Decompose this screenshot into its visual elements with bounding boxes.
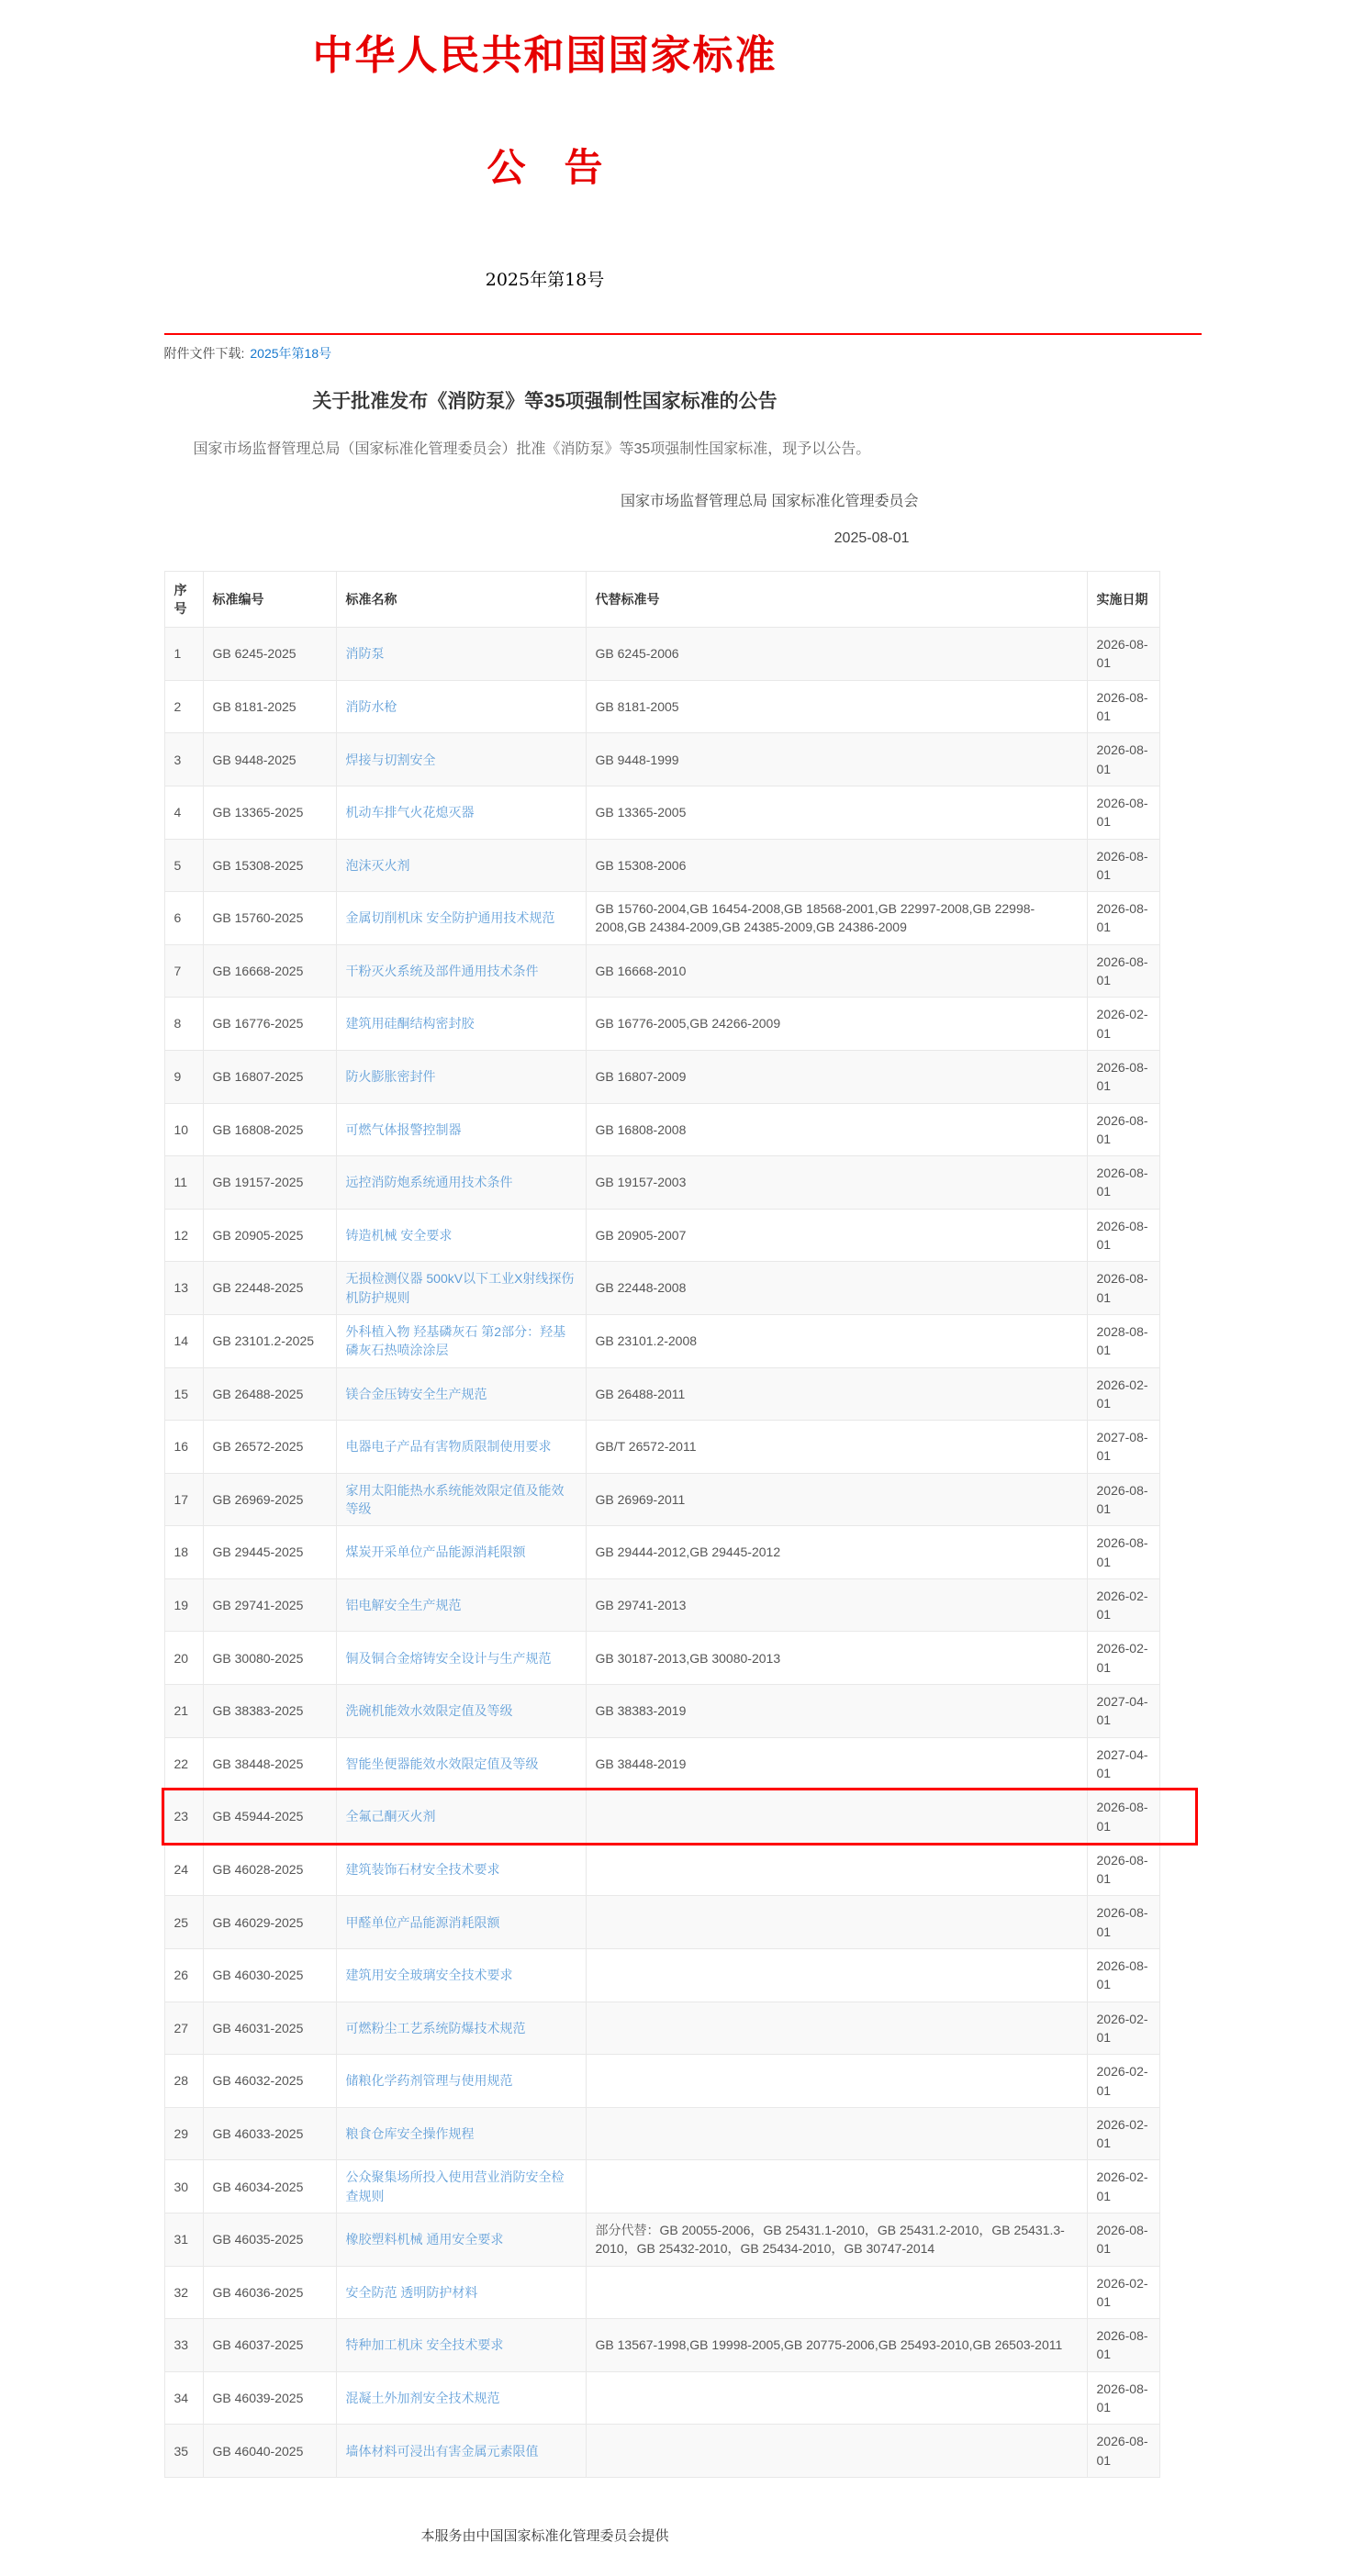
implementation-date-cell: 2028-08-01: [1087, 1314, 1159, 1367]
notice-body: 国家市场监督管理总局（国家标准化管理委员会）批准《消防泵》等35项强制性国家标准，现予以公告。: [193, 441, 871, 457]
standard-name-cell: [336, 944, 586, 998]
implementation-date-cell: 2027-04-01: [1087, 1685, 1159, 1738]
implementation-date-cell: 2027-08-01: [1087, 1421, 1159, 1474]
replaced-standards-cell: 部分代替：GB 20055-2006，GB 25431.1-2010，GB 25431.2-2010，GB 25431.3-2010，GB 25432-2010，GB 25434-2010，GB 30747-2014: [586, 2214, 1087, 2267]
standard-name-cell: [336, 839, 586, 892]
standard-code-cell: GB 22448-2025: [203, 1262, 336, 1315]
standard-name-cell: [336, 733, 586, 786]
replaced-standards-cell: GB 22448-2008: [586, 1262, 1087, 1315]
table-row: [164, 1685, 1159, 1738]
standard-name-cell: [336, 1367, 586, 1421]
replaced-standards-cell: GB 16776-2005,GB 24266-2009: [586, 998, 1087, 1051]
standard-code-cell: GB 46033-2025: [203, 2107, 336, 2160]
seq-cell: 31: [164, 2214, 203, 2267]
page-content: [164, 0, 1202, 2545]
implementation-date-cell: 2026-02-01: [1087, 2160, 1159, 2214]
implementation-date-cell: 2026-08-01: [1087, 1156, 1159, 1210]
implementation-date-cell: 2026-08-01: [1087, 1103, 1159, 1156]
replaced-standards-cell: [586, 2425, 1087, 2478]
seq-cell: 6: [164, 892, 203, 945]
attachment-label: 附件文件下载:: [163, 346, 245, 361]
seq-cell: 29: [164, 2107, 203, 2160]
standard-name-link[interactable]: 镁合金压铸安全生产规范: [345, 1386, 487, 1401]
standard-name-link[interactable]: 消防泵: [345, 646, 385, 662]
implementation-date-cell: 2026-08-01: [1087, 1050, 1159, 1103]
standard-code-cell: GB 26572-2025: [203, 1421, 336, 1474]
standard-name-link[interactable]: 铝电解安全生产规范: [345, 1598, 462, 1613]
attachment-line: [164, 344, 1202, 362]
standard-name-cell: [336, 1685, 586, 1738]
implementation-date-cell: 2026-08-01: [1087, 680, 1159, 733]
standard-name-cell: [336, 1103, 586, 1156]
implementation-date-cell: 2026-08-01: [1087, 1209, 1159, 1262]
notice-heading: 关于批准发布《消防泵》等35项强制性国家标准的公告: [312, 391, 778, 412]
seq-cell: 22: [164, 1737, 203, 1790]
standard-code-cell: GB 46034-2025: [203, 2160, 336, 2214]
seq-cell: 23: [164, 1790, 203, 1844]
seq-cell: 1: [164, 628, 203, 681]
seq-cell: 30: [164, 2160, 203, 2214]
seq-cell: 4: [164, 786, 203, 839]
table-row: [164, 1896, 1159, 1949]
table-row: [164, 2107, 1159, 2160]
publish-date: 2025-08-01: [834, 530, 910, 546]
seq-cell: 5: [164, 839, 203, 892]
table-row: [164, 2160, 1159, 2214]
replaced-standards-cell: [586, 2371, 1087, 2425]
seq-cell: 35: [164, 2425, 203, 2478]
table-header-row: [164, 571, 1159, 628]
table-row: [164, 839, 1159, 892]
standard-code-cell: GB 15760-2025: [203, 892, 336, 945]
table-row: [164, 1050, 1159, 1103]
table-row: [164, 786, 1159, 839]
standard-code-cell: GB 38383-2025: [203, 1685, 336, 1738]
standard-code-cell: GB 46039-2025: [203, 2371, 336, 2425]
table-row: [164, 2425, 1159, 2478]
implementation-date-cell: 2026-08-01: [1087, 1262, 1159, 1315]
replaced-standards-cell: GB 38448-2019: [586, 1737, 1087, 1790]
standard-name-cell: [336, 680, 586, 733]
implementation-date-cell: 2026-08-01: [1087, 839, 1159, 892]
standard-code-cell: GB 46030-2025: [203, 1949, 336, 2002]
standard-name-cell: [336, 892, 586, 945]
seq-cell: 9: [164, 1050, 203, 1103]
table-row: [164, 1367, 1159, 1421]
standard-code-cell: GB 46028-2025: [203, 1843, 336, 1896]
standard-code-cell: GB 26969-2025: [203, 1473, 336, 1526]
seq-cell: 16: [164, 1421, 203, 1474]
seq-cell: 8: [164, 998, 203, 1051]
standard-name-link[interactable]: 墙体材料可浸出有害金属元素限值: [345, 2443, 539, 2459]
standard-name-link[interactable]: 焊接与切割安全: [345, 752, 436, 767]
replaced-standards-cell: GB 38383-2019: [586, 1685, 1087, 1738]
standard-name-cell: [336, 2107, 586, 2160]
replaced-standards-cell: GB 16808-2008: [586, 1103, 1087, 1156]
replaced-standards-cell: GB 29741-2013: [586, 1578, 1087, 1632]
standard-name-cell: [336, 2002, 586, 2055]
seq-cell: 21: [164, 1685, 203, 1738]
standard-code-cell: GB 46032-2025: [203, 2055, 336, 2108]
table-row: [164, 2002, 1159, 2055]
standard-name-cell: [336, 2425, 586, 2478]
standard-name-cell: [336, 1262, 586, 1315]
replaced-standards-cell: GB 9448-1999: [586, 733, 1087, 786]
seq-cell: 13: [164, 1262, 203, 1315]
standard-code-cell: GB 29445-2025: [203, 1526, 336, 1579]
standard-name-link[interactable]: 外科植入物 羟基磷灰石 第2部分：羟基磷灰石热喷涂涂层: [345, 1323, 566, 1358]
standard-name-link[interactable]: 甲醛单位产品能源消耗限额: [345, 1914, 500, 1930]
footer-note: 本服务由中国国家标准化管理委员会提供: [420, 2527, 669, 2544]
standard-name-link[interactable]: 特种加工机床 安全技术要求: [345, 2337, 504, 2353]
announcement-article: [164, 22, 926, 291]
seq-cell: 14: [164, 1314, 203, 1367]
col-header-replaces: 代替标准号: [586, 571, 1087, 628]
standard-name-link[interactable]: 煤炭开采单位产品能源消耗限额: [345, 1544, 526, 1560]
standard-code-cell: GB 29741-2025: [203, 1578, 336, 1632]
standard-code-cell: GB 46037-2025: [203, 2319, 336, 2372]
seq-cell: 20: [164, 1632, 203, 1685]
standard-code-cell: GB 16807-2025: [203, 1050, 336, 1103]
replaced-standards-cell: [586, 1843, 1087, 1896]
standard-name-cell: [336, 1473, 586, 1526]
replaced-standards-cell: GB 26969-2011: [586, 1473, 1087, 1526]
table-row: [164, 2266, 1159, 2319]
seq-cell: 17: [164, 1473, 203, 1526]
seq-cell: 10: [164, 1103, 203, 1156]
implementation-date-cell: 2026-02-01: [1087, 1367, 1159, 1421]
table-row: [164, 1843, 1159, 1896]
implementation-date-cell: 2026-08-01: [1087, 892, 1159, 945]
standard-code-cell: GB 46036-2025: [203, 2266, 336, 2319]
standards-table: [164, 571, 1160, 2478]
replaced-standards-cell: GB 20905-2007: [586, 1209, 1087, 1262]
standard-code-cell: GB 46035-2025: [203, 2214, 336, 2267]
replaced-standards-cell: GB 19157-2003: [586, 1156, 1087, 1210]
standard-code-cell: GB 16776-2025: [203, 998, 336, 1051]
standard-code-cell: GB 26488-2025: [203, 1367, 336, 1421]
standard-name-link[interactable]: 防火膨胀密封件: [345, 1069, 436, 1085]
replaced-standards-cell: GB 15308-2006: [586, 839, 1087, 892]
replaced-standards-cell: GB 8181-2005: [586, 680, 1087, 733]
replaced-standards-cell: [586, 2160, 1087, 2214]
standard-code-cell: GB 13365-2025: [203, 786, 336, 839]
standard-name-link[interactable]: 铸造机械 安全要求: [345, 1227, 453, 1243]
seq-cell: 25: [164, 1896, 203, 1949]
col-header-code: 标准编号: [203, 571, 336, 628]
table-row: [164, 1209, 1159, 1262]
standard-name-cell: [336, 2266, 586, 2319]
standard-name-link[interactable]: 智能坐便器能效水效限定值及等级: [345, 1756, 539, 1771]
table-row: [164, 1421, 1159, 1474]
standard-name-cell: [336, 786, 586, 839]
table-row: [164, 2055, 1159, 2108]
implementation-date-cell: 2026-08-01: [1087, 2371, 1159, 2425]
standard-name-link[interactable]: 公众聚集场所投入使用营业消防安全检查规则: [345, 2169, 565, 2203]
standard-name-cell: [336, 628, 586, 681]
table-row: [164, 2319, 1159, 2372]
replaced-standards-cell: GB 26488-2011: [586, 1367, 1087, 1421]
implementation-date-cell: 2026-02-01: [1087, 2002, 1159, 2055]
standard-name-cell: [336, 2371, 586, 2425]
table-row: [164, 1737, 1159, 1790]
standard-name-cell: [336, 1843, 586, 1896]
seq-cell: 3: [164, 733, 203, 786]
implementation-date-cell: 2026-08-01: [1087, 1790, 1159, 1844]
standard-name-cell: [336, 1050, 586, 1103]
standard-name-link[interactable]: 电器电子产品有害物质限制使用要求: [345, 1439, 552, 1455]
standard-name-link[interactable]: 橡胶塑料机械 通用安全要求: [345, 2232, 504, 2247]
issue-number: 2025年第18号: [485, 270, 605, 290]
replaced-standards-cell: [586, 2002, 1087, 2055]
standard-name-link[interactable]: 混凝土外加剂安全技术规范: [345, 2390, 500, 2405]
standard-name-link[interactable]: 储粮化学药剂管理与使用规范: [345, 2073, 513, 2089]
standard-name-link[interactable]: 安全防范 透明防护材料: [345, 2284, 478, 2300]
implementation-date-cell: 2026-08-01: [1087, 786, 1159, 839]
table-row: [164, 892, 1159, 945]
attachment-download-link[interactable]: 2025年第18号: [250, 346, 332, 361]
standards-table-wrap: [164, 571, 1159, 2478]
standard-name-cell: [336, 1209, 586, 1262]
seq-cell: 32: [164, 2266, 203, 2319]
replaced-standards-cell: [586, 1949, 1087, 2002]
seq-cell: 19: [164, 1578, 203, 1632]
table-row: [164, 1949, 1159, 2002]
seq-cell: 7: [164, 944, 203, 998]
standard-code-cell: GB 16808-2025: [203, 1103, 336, 1156]
standard-code-cell: GB 19157-2025: [203, 1156, 336, 1210]
table-row: [164, 733, 1159, 786]
replaced-standards-cell: GB 29444-2012,GB 29445-2012: [586, 1526, 1087, 1579]
implementation-date-cell: 2026-02-01: [1087, 1578, 1159, 1632]
table-row: [164, 1314, 1159, 1367]
standard-name-cell: [336, 1314, 586, 1367]
page-title: 中华人民共和国国家标准: [312, 32, 778, 79]
announcement-body-area: [164, 386, 926, 547]
implementation-date-cell: 2026-08-01: [1087, 2425, 1159, 2478]
replaced-standards-cell: [586, 2107, 1087, 2160]
red-divider: [164, 333, 1202, 335]
standard-name-cell: [336, 2319, 586, 2372]
standard-name-link[interactable]: 无损检测仪器 500kV以下工业X射线探伤机防护规则: [345, 1271, 575, 1305]
standard-name-link[interactable]: 干粉灭火系统及部件通用技术条件: [345, 963, 539, 978]
standard-name-cell: [336, 1156, 586, 1210]
seq-cell: 26: [164, 1949, 203, 2002]
table-row: [164, 944, 1159, 998]
standard-code-cell: GB 23101.2-2025: [203, 1314, 336, 1367]
standard-name-link[interactable]: 金属切削机床 安全防护通用技术规范: [345, 910, 555, 926]
table-row: [164, 2214, 1159, 2267]
issuing-authority: 国家市场监督管理总局 国家标准化管理委员会: [621, 493, 919, 509]
replaced-standards-cell: GB 23101.2-2008: [586, 1314, 1087, 1367]
standard-name-link[interactable]: 可燃粉尘工艺系统防爆技术规范: [345, 2020, 526, 2035]
standard-name-cell: [336, 2160, 586, 2214]
implementation-date-cell: 2026-08-01: [1087, 1843, 1159, 1896]
col-header-seq: 序号: [164, 571, 203, 628]
table-row: [164, 1632, 1159, 1685]
seq-cell: 2: [164, 680, 203, 733]
table-row: [164, 1578, 1159, 1632]
implementation-date-cell: 2026-02-01: [1087, 998, 1159, 1051]
replaced-standards-cell: [586, 1896, 1087, 1949]
standard-code-cell: GB 9448-2025: [203, 733, 336, 786]
seq-cell: 33: [164, 2319, 203, 2372]
table-row: [164, 1103, 1159, 1156]
standard-code-cell: GB 15308-2025: [203, 839, 336, 892]
replaced-standards-cell: GB 16807-2009: [586, 1050, 1087, 1103]
replaced-standards-cell: GB 16668-2010: [586, 944, 1087, 998]
replaced-standards-cell: [586, 2055, 1087, 2108]
standard-name-cell: [336, 1578, 586, 1632]
implementation-date-cell: 2026-08-01: [1087, 944, 1159, 998]
table-row: [164, 628, 1159, 681]
implementation-date-cell: 2026-08-01: [1087, 2214, 1159, 2267]
seq-cell: 34: [164, 2371, 203, 2425]
standard-name-link[interactable]: 机动车排气火花熄灭器: [345, 805, 475, 820]
replaced-standards-cell: GB/T 26572-2011: [586, 1421, 1087, 1474]
standard-name-cell: [336, 1790, 586, 1844]
seq-cell: 24: [164, 1843, 203, 1896]
table-row: [164, 1262, 1159, 1315]
seq-cell: 12: [164, 1209, 203, 1262]
implementation-date-cell: 2026-08-01: [1087, 733, 1159, 786]
standard-name-link[interactable]: 可燃气体报警控制器: [345, 1121, 462, 1137]
standard-name-cell: [336, 998, 586, 1051]
standard-name-link[interactable]: 消防水枪: [345, 698, 397, 714]
table-row: [164, 1156, 1159, 1210]
standard-name-link[interactable]: 铜及铜合金熔铸安全设计与生产规范: [345, 1650, 552, 1666]
standard-code-cell: GB 8181-2025: [203, 680, 336, 733]
col-header-date: 实施日期: [1087, 571, 1159, 628]
standard-code-cell: GB 46040-2025: [203, 2425, 336, 2478]
col-header-name: 标准名称: [336, 571, 586, 628]
standard-name-cell: [336, 1632, 586, 1685]
implementation-date-cell: 2026-08-01: [1087, 1949, 1159, 2002]
standard-name-link[interactable]: 建筑用硅酮结构密封胶: [345, 1016, 475, 1032]
replaced-standards-cell: GB 30187-2013,GB 30080-2013: [586, 1632, 1087, 1685]
standard-code-cell: GB 20905-2025: [203, 1209, 336, 1262]
standard-code-cell: GB 46029-2025: [203, 1896, 336, 1949]
seq-cell: 27: [164, 2002, 203, 2055]
implementation-date-cell: 2026-08-01: [1087, 1896, 1159, 1949]
standard-code-cell: GB 45944-2025: [203, 1790, 336, 1844]
implementation-date-cell: 2026-02-01: [1087, 2107, 1159, 2160]
standard-code-cell: GB 30080-2025: [203, 1632, 336, 1685]
implementation-date-cell: 2026-02-01: [1087, 1632, 1159, 1685]
standard-name-cell: [336, 2055, 586, 2108]
standard-name-link[interactable]: 建筑用安全玻璃安全技术要求: [345, 1968, 513, 1983]
implementation-date-cell: 2027-04-01: [1087, 1737, 1159, 1790]
standard-name-cell: [336, 1526, 586, 1579]
table-row: [164, 1790, 1159, 1844]
standard-code-cell: GB 46031-2025: [203, 2002, 336, 2055]
table-row: [164, 680, 1159, 733]
standard-name-cell: [336, 2214, 586, 2267]
standard-name-cell: [336, 1737, 586, 1790]
replaced-standards-cell: GB 6245-2006: [586, 628, 1087, 681]
table-row: [164, 2371, 1159, 2425]
standard-name-link[interactable]: 洗碗机能效水效限定值及等级: [345, 1703, 513, 1719]
standard-name-link[interactable]: 远控消防炮系统通用技术条件: [345, 1175, 513, 1190]
replaced-standards-cell: GB 15760-2004,GB 16454-2008,GB 18568-2001,GB 22997-2008,GB 22998-2008,GB 24384-2009,GB 24385-2009,GB 24386-2009: [586, 892, 1087, 945]
standard-name-link[interactable]: 粮食仓库安全操作规程: [345, 2125, 475, 2141]
standard-name-cell: [336, 1421, 586, 1474]
replaced-standards-cell: [586, 2266, 1087, 2319]
standard-code-cell: GB 38448-2025: [203, 1737, 336, 1790]
implementation-date-cell: 2026-02-01: [1087, 2055, 1159, 2108]
replaced-standards-cell: GB 13567-1998,GB 19998-2005,GB 20775-2006,GB 25493-2010,GB 26503-2011: [586, 2319, 1087, 2372]
seq-cell: 11: [164, 1156, 203, 1210]
standard-name-link[interactable]: 建筑装饰石材安全技术要求: [345, 1861, 500, 1877]
standard-name-cell: [336, 1949, 586, 2002]
page-subtitle: 公 告: [487, 145, 603, 190]
implementation-date-cell: 2026-08-01: [1087, 1473, 1159, 1526]
standard-name-link[interactable]: 泡沫灭火剂: [345, 857, 410, 873]
standard-name-link[interactable]: 全氟己酮灭火剂: [345, 1809, 436, 1824]
seq-cell: 15: [164, 1367, 203, 1421]
table-row: [164, 1526, 1159, 1579]
replaced-standards-cell: GB 13365-2005: [586, 786, 1087, 839]
implementation-date-cell: 2026-08-01: [1087, 628, 1159, 681]
replaced-standards-cell: [586, 1790, 1087, 1844]
table-row: [164, 1473, 1159, 1526]
seq-cell: 18: [164, 1526, 203, 1579]
seq-cell: 28: [164, 2055, 203, 2108]
implementation-date-cell: 2026-08-01: [1087, 1526, 1159, 1579]
implementation-date-cell: 2026-02-01: [1087, 2266, 1159, 2319]
standard-name-cell: [336, 1896, 586, 1949]
table-row: [164, 998, 1159, 1051]
implementation-date-cell: 2026-08-01: [1087, 2319, 1159, 2372]
standard-name-link[interactable]: 家用太阳能热水系统能效限定值及能效等级: [345, 1482, 565, 1516]
standard-code-cell: GB 16668-2025: [203, 944, 336, 998]
standard-code-cell: GB 6245-2025: [203, 628, 336, 681]
